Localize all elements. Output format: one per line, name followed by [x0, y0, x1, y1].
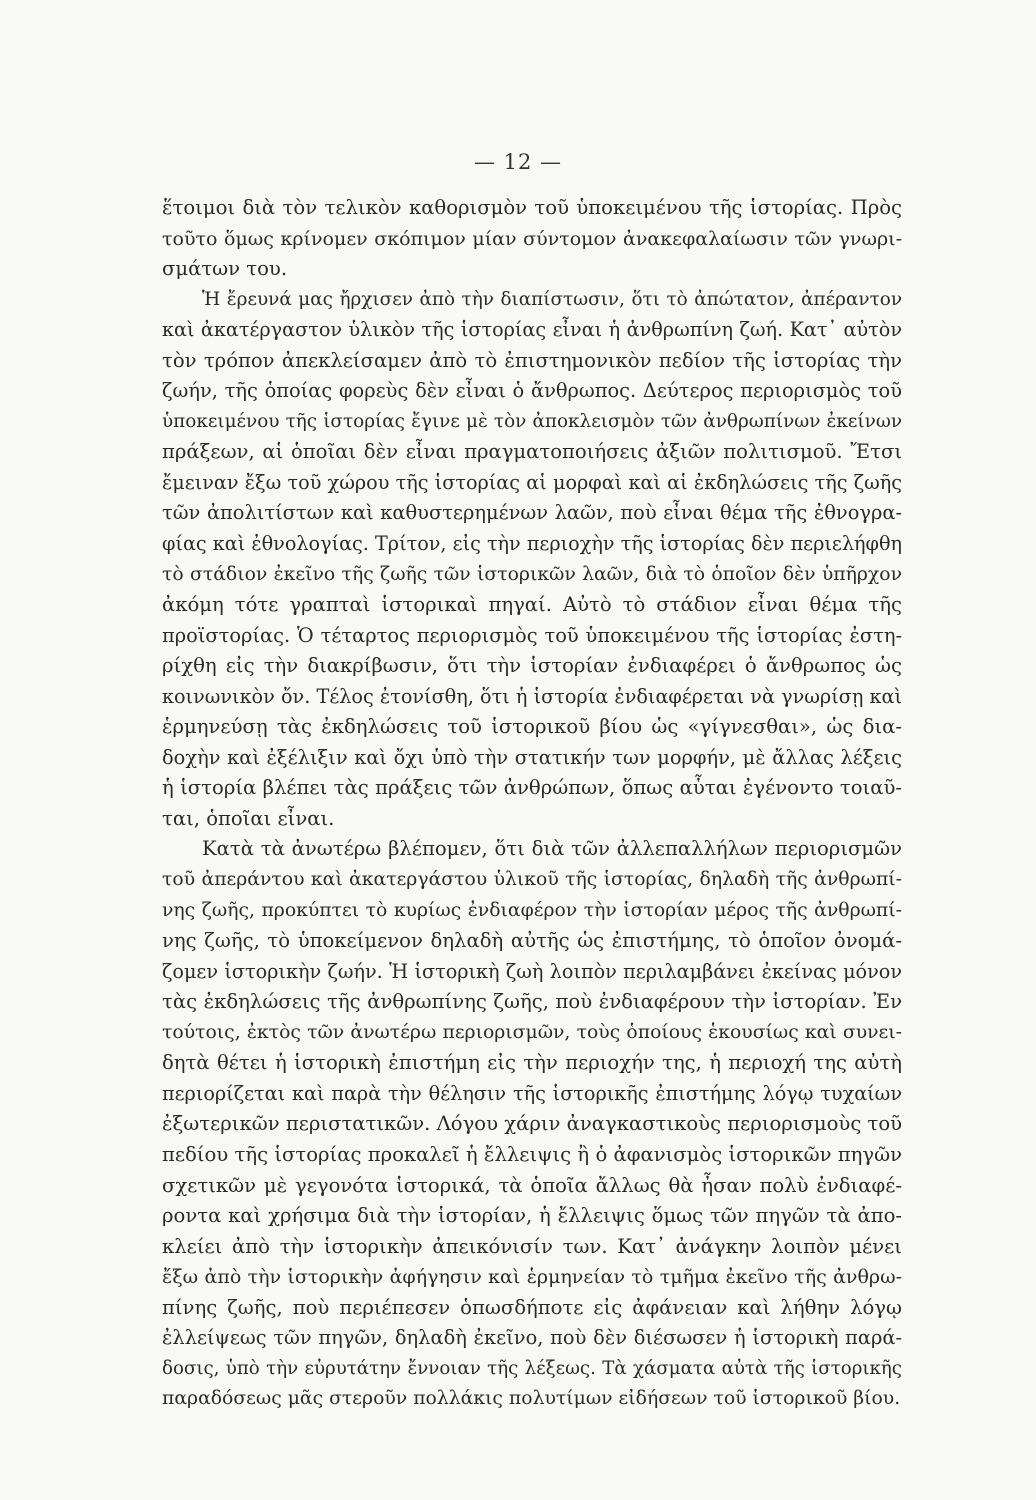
text-line: δητὰ θέτει ἡ ἱστορικὴ ἐπιστήμη εἰς τὴν περιοχήν της, ἡ περιοχή της αὐτὴ — [162, 1051, 902, 1075]
text-line: δοσις, ὑπὸ τὴν εὐρυτάτην ἔννοιαν τῆς λέξεως. Τὰ χάσματα αὐτὰ τῆς ἱστορικῆς — [162, 1357, 902, 1379]
text-line: ζομεν ἱστορικὴν ζωήν. Ἡ ἱστορικὴ ζωὴ λοιπὸν περιλαμβάνει ἐκείνας μόνον — [162, 959, 902, 983]
text-line: τὰς ἐκδηλώσεις τῆς ἀνθρωπίνης ζωῆς, ποὺ ἐνδιαφέρουν τὴν ἱστορίαν. Ἐν — [162, 990, 902, 1014]
paragraph-2 — [162, 285, 902, 835]
text-line: καὶ ἀκατέργαστον ὑλικὸν τῆς ἱστορίας εἶναι ἡ ἀνθρωπίνη ζωή. Κατ᾽ αὐτὸν — [162, 318, 902, 342]
page-number: — 12 — — [473, 150, 563, 174]
text-line: πράξεων, αἱ ὁποῖαι δὲν εἶναι πραγματοποιήσεις ἀξιῶν πολιτισμοῦ. Ἔτσι — [162, 440, 902, 464]
text-line: ἐξωτερικῶν περιστατικῶν. Λόγου χάριν ἀναγκαστικοὺς περιορισμοὺς τοῦ — [162, 1112, 903, 1136]
text-line: Ἡ ἔρευνά μας ἤρχισεν ἀπὸ τὴν διαπίστωσιν, ὅτι τὸ ἀπώτατον, ἀπέραντον — [202, 288, 902, 310]
text-line: τὸν τρόπον ἀπεκλείσαμεν ἀπὸ τὸ ἐπιστημονικὸν πεδίον τῆς ἱστορίας τὴν — [162, 348, 902, 372]
text-line: προϊστορίας. Ὁ τέταρτος περιορισμὸς τοῦ ὑποκειμένου τῆς ἱστορίας ἐστη- — [162, 623, 902, 647]
text-line: τοῦτο ὅμως κρίνομεν σκόπιμον μίαν σύντομον ἀνακεφαλαίωσιν τῶν γνωρι- — [162, 227, 902, 250]
text-line: τὸ στάδιον ἐκεῖνο τῆς ζωῆς τῶν ἱστορικῶν λαῶν, διὰ τὸ ὁποῖον δὲν ὑπῆρχον — [162, 563, 902, 585]
paragraph-3 — [162, 834, 902, 1414]
text-line: δοχὴν καὶ ἐξέλιξιν καὶ ὄχι ὑπὸ τὴν στατικήν των μορφήν, μὲ ἄλλας λέξεις — [162, 745, 902, 769]
text-line: ἀκόμη τότε γραπταὶ ἱστορικαὶ πηγαί. Αὐτὸ τὸ στάδιον εἶναι θέμα τῆς — [162, 593, 902, 617]
text-line: ἔμειναν ἔξω τοῦ χώρου τῆς ἱστορίας αἱ μορφαὶ καὶ αἱ ἐκδηλώσεις τῆς ζωῆς — [162, 470, 902, 494]
body-text — [162, 193, 902, 1415]
text-line: πίνης ζωῆς, ποὺ περιέπεσεν ὁπωσδήποτε εἰς ἀφάνειαν καὶ λήθην λόγῳ — [162, 1295, 902, 1319]
text-line: τούτοις, ἐκτὸς τῶν ἀνωτέρω περιορισμῶν, τοὺς ὁποίους ἑκουσίως καὶ συνει- — [162, 1021, 902, 1043]
text-line: ὑποκειμένου τῆς ἱστορίας ἔγινε μὲ τὸν ἀποκλεισμὸν τῶν ἀνθρωπίνων ἐκείνων — [162, 410, 902, 432]
text-line: κοινωνικὸν ὄν. Τέλος ἐτονίσθη, ὅτι ἡ ἱστορία ἐνδιαφέρεται νὰ γνωρίσῃ καὶ — [162, 684, 902, 708]
text-line: τοῦ ἀπεράντου καὶ ἀκατεργάστου ὑλικοῦ τῆς ἱστορίας, δηλαδὴ τῆς ἀνθρωπί- — [162, 869, 902, 891]
text-line: τῶν ἀπολιτίστων καὶ καθυστερημένων λαῶν, ποὺ εἶναι θέμα τῆς ἐθνογρα- — [162, 501, 902, 525]
text-line: ται, ὁποῖαι εἶναι. — [162, 806, 335, 830]
text-line: Κατὰ τὰ ἀνωτέρω βλέπομεν, ὅτι διὰ τῶν ἀλλεπαλλήλων περιορισμῶν — [202, 837, 902, 861]
text-line: φίας καὶ ἐθνολογίας. Τρίτον, εἰς τὴν περιοχὴν τῆς ἱστορίας δὲν περιελήφθη — [162, 532, 903, 556]
text-line: ροντα καὶ χρήσιμα διὰ τὴν ἱστορίαν, ἡ ἔλλειψις ὅμως τῶν πηγῶν τὰ ἀπο- — [162, 1204, 902, 1228]
text-line: σμάτων του. — [162, 257, 288, 281]
text-line: νης ζωῆς, τὸ ὑποκείμενον δηλαδὴ αὐτῆς ὡς ἐπιστήμης, τὸ ὁποῖον ὀνομά- — [162, 929, 902, 953]
text-line: ἕτοιμοι διὰ τὸν τελικὸν καθορισμὸν τοῦ ὑποκειμένου τῆς ἱστορίας. Πρὸς — [162, 196, 902, 219]
text-line: παραδόσεως μᾶς στεροῦν πολλάκις πολυτίμων εἰδήσεων τοῦ ἱστορικοῦ βίου. — [162, 1388, 901, 1410]
text-line: ρίχθη εἰς τὴν διακρίβωσιν, ὅτι τὴν ἱστορίαν ἐνδιαφέρει ὁ ἄνθρωπος ὡς — [162, 654, 902, 678]
text-line: ζωήν, τῆς ὁποίας φορεὺς δὲν εἶναι ὁ ἄνθρωπος. Δεύτερος περιορισμὸς τοῦ — [162, 379, 902, 403]
text-line: ἑρμηνεύσῃ τὰς ἐκδηλώσεις τοῦ ἱστορικοῦ βίου ὡς «γίγνεσθαι», ὡς δια- — [162, 715, 902, 739]
text-line: νης ζωῆς, προκύπτει τὸ κυρίως ἐνδιαφέρον τὴν ἱστορίαν μέρος τῆς ἀνθρωπί- — [162, 899, 902, 921]
text-line: ἔξω ἀπὸ τὴν ἱστορικὴν ἀφήγησιν καὶ ἑρμηνείαν τὸ τμῆμα ἐκεῖνο τῆς ἀνθρω- — [162, 1266, 902, 1289]
text-line: ἐλλείψεως τῶν πηγῶν, δηλαδὴ ἐκεῖνο, ποὺ δὲν διέσωσεν ἡ ἱστορικὴ παρά- — [162, 1326, 902, 1350]
text-line: ἡ ἱστορία βλέπει τὰς πράξεις τῶν ἀνθρώπων, ὅπως αὗται ἐγένοντο τοιαῦ- — [162, 776, 902, 800]
paragraph-1 — [162, 193, 902, 285]
text-line: κλείει ἀπὸ τὴν ἱστορικὴν ἀπεικόνισίν των. Κατ᾽ ἀνάγκην λοιπὸν μένει — [162, 1234, 902, 1258]
text-line: σχετικῶν μὲ γεγονότα ἱστορικά, τὰ ὁποῖα ἄλλως θὰ ἦσαν πολὺ ἐνδιαφέ- — [162, 1173, 902, 1197]
text-line: περιορίζεται καὶ παρὰ τὴν θέλησιν τῆς ἱστορικῆς ἐπιστήμης λόγῳ τυχαίων — [162, 1081, 902, 1105]
text-line: πεδίου τῆς ἱστορίας προκαλεῖ ἡ ἔλλειψις ἢ ὁ ἀφανισμὸς ἱστορικῶν πηγῶν — [162, 1142, 902, 1166]
